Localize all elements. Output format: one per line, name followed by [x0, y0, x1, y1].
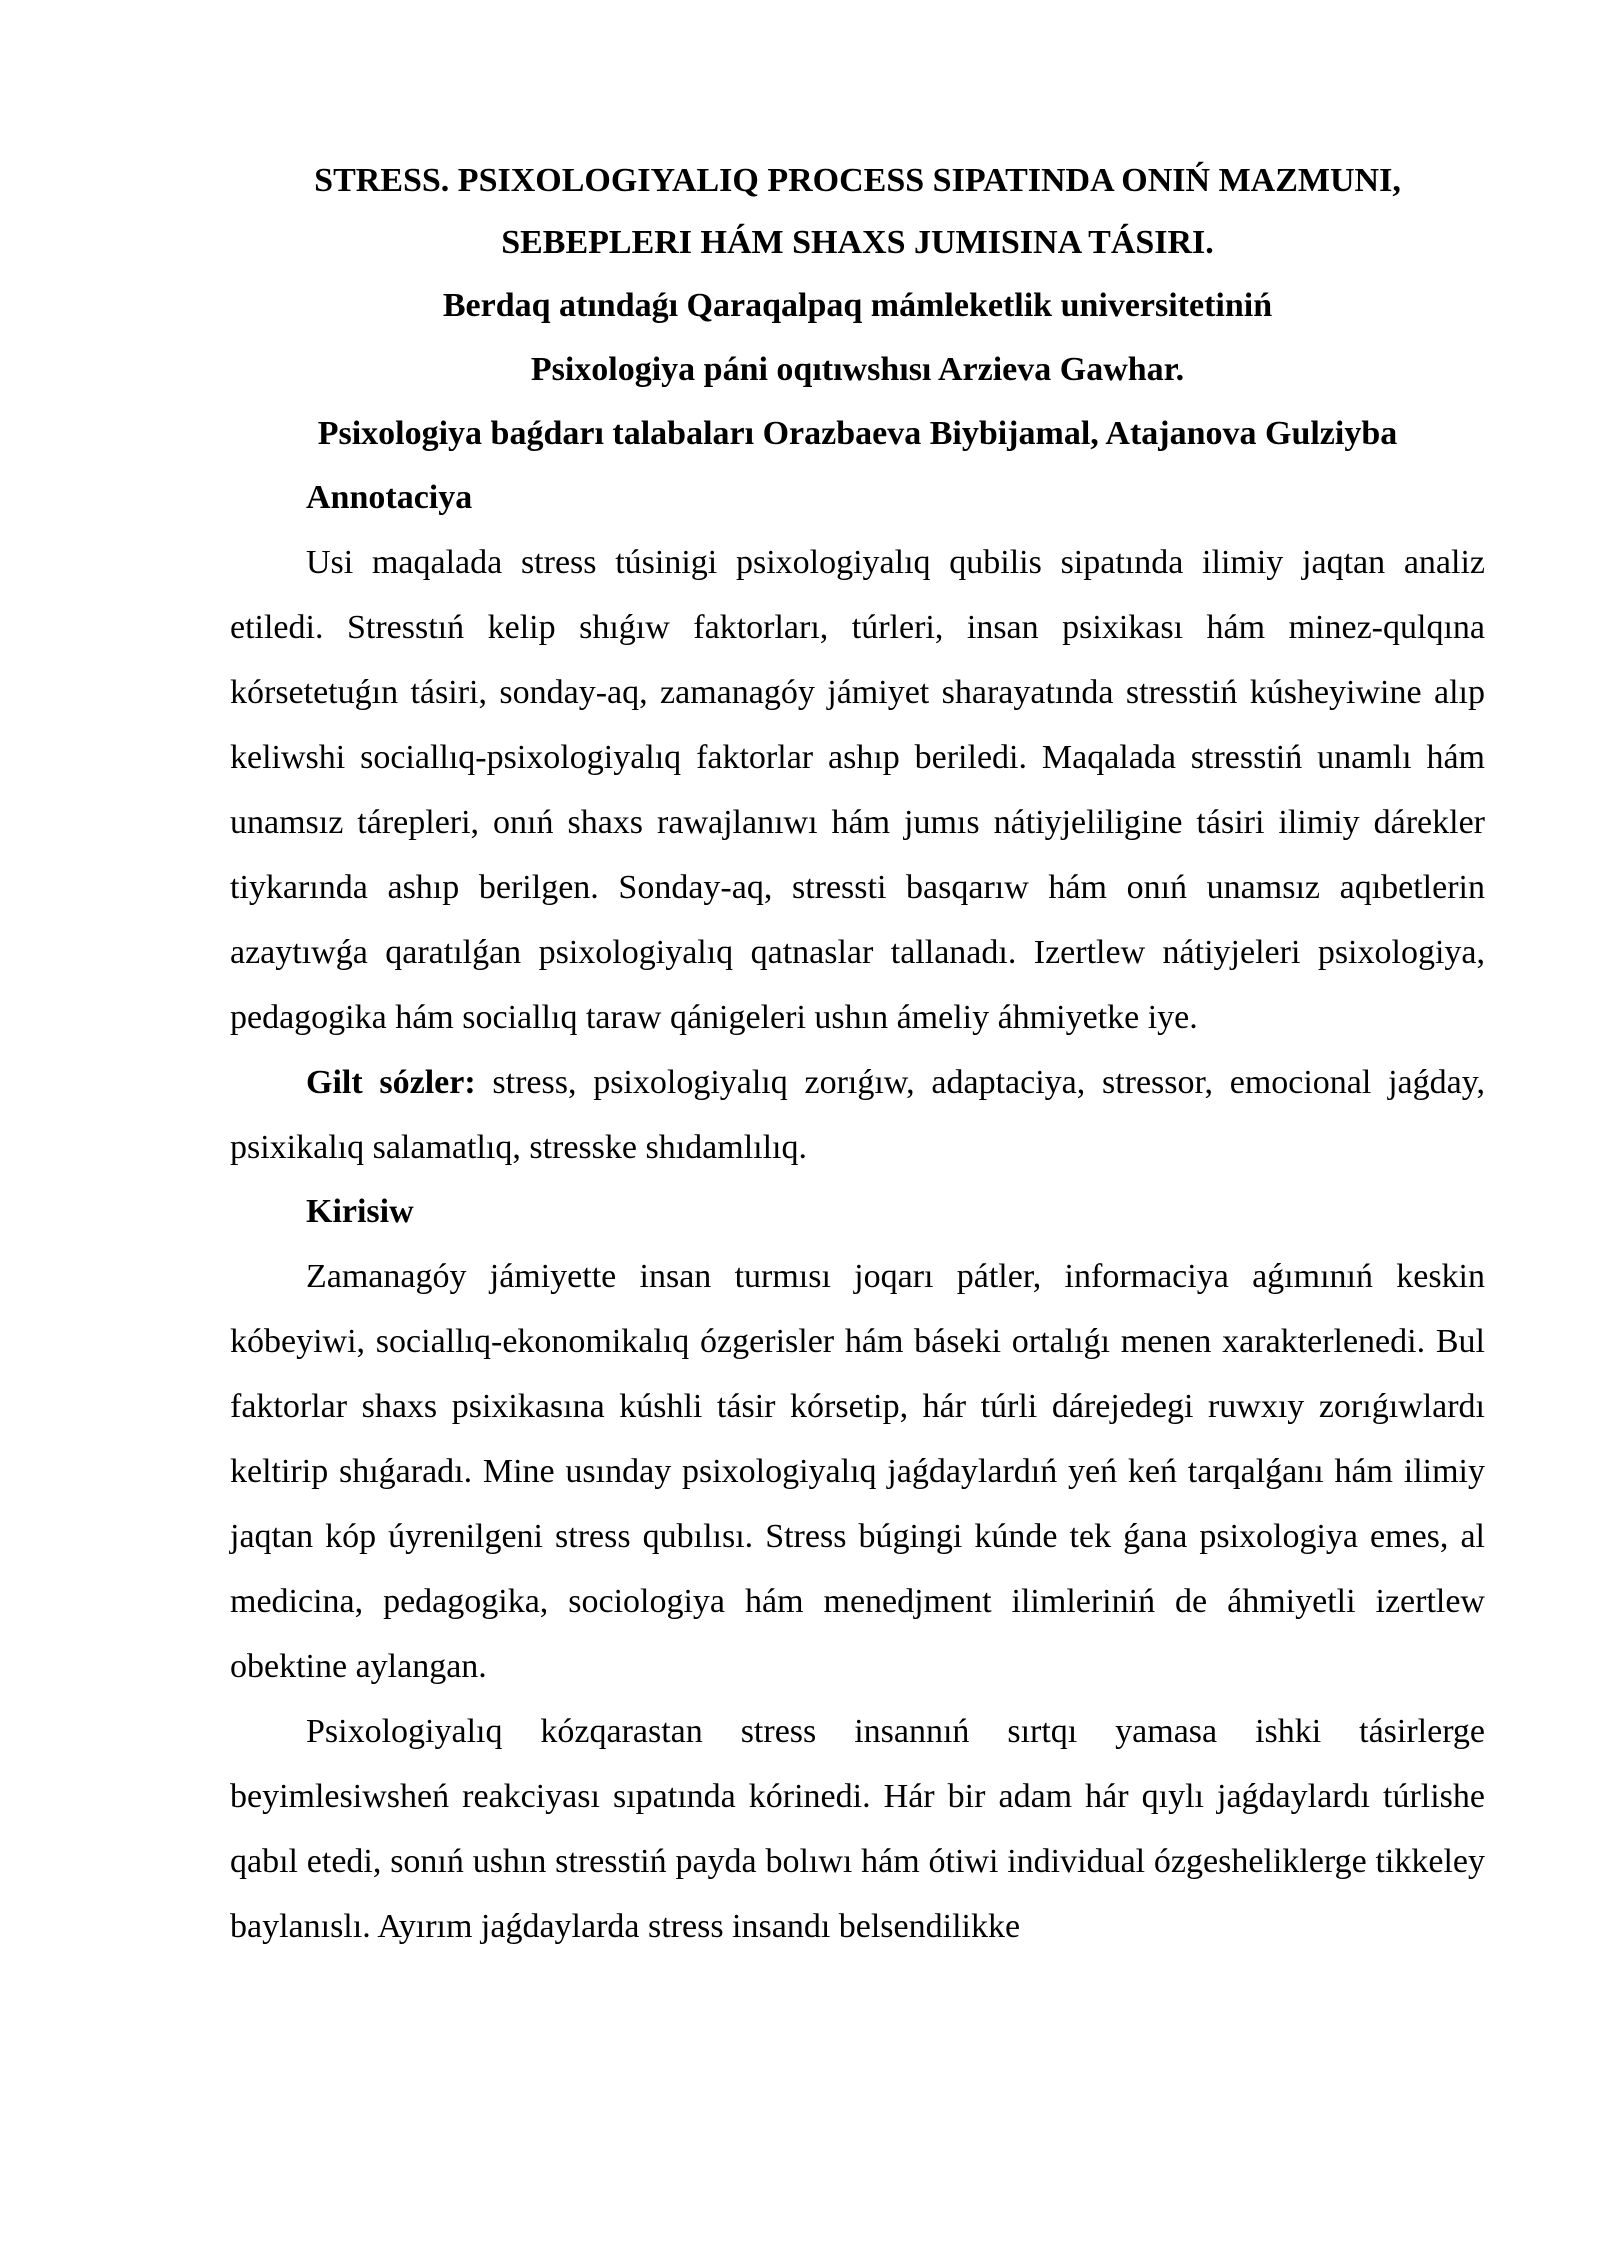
introduction-paragraph-2: Psixologiyalıq kózqarastan stress insannıń sırtqı yamasa ishki tásirlerge beyimlesiwsheń reakciyası sıpatında kórinedi. Hár bir adam hár qıylı jaǵdaylardı túrlishe qabıl etedi, sonıń ushın stresstiń payda bolıwı hám ótiwi individual ózgesheliklerge tikkeley baylanıslı. Ayırım jaǵdaylarda stress insandı belsendilikke: [230, 1713, 1485, 1945]
article-title: [230, 150, 1485, 274]
title-line-1: STRESS. PSIXOLOGIYALIQ PROCESS SIPATINDA ONIŃ MAZMUNI,: [314, 162, 1401, 199]
affiliation-students: Psixologiya baǵdarı talabaları Orazbaeva Biybijamal, Atajanova Gulziyba: [317, 415, 1398, 452]
abstract-heading: Annotaciya: [306, 479, 473, 516]
affiliation-teacher: Psixologiya páni oqıtıwshısı Arzieva Gawhar.: [530, 351, 1185, 388]
author-affiliation: [230, 274, 1485, 466]
introduction-heading: Kirisiw: [306, 1193, 414, 1230]
affiliation-university: Berdaq atındaǵı Qaraqalpaq mámleketlik universitetiniń: [442, 287, 1273, 324]
abstract-text: Usi maqalada stress túsinigi psixologiyalıq qubilis sipatında ilimiy jaqtan analiz etiledi. Stresstıń kelip shıǵıw faktorları, túrleri, insan psixikası hám minez-qulqına kórsetetuǵın tásiri, sonday-aq, zamanagóy jámiyet sharayatında stresstiń kúsheyiwine alıp keliwshi sociallıq-psixologiyalıq faktorlar ashıp beriledi. Maqalada stresstiń unamlı hám unamsız tárepleri, onıń shaxs rawajlanıwı hám jumıs nátiyjeliligine tásiri ilimiy dárekler tiykarında ashıp berilgen. Sonday-aq, stressti basqarıw hám onıń unamsız aqıbetlerin azaytıwǵa qaratılǵan psixologiyalıq qatnaslar tallanadı. Izertlew nátiyjeleri psixologiya, pedagogika hám sociallıq taraw qánigeleri ushın ámeliy áhmiyetke iye.: [230, 544, 1485, 1036]
title-line-2: SEBEPLERI HÁM SHAXS JUMISINA TÁSIRI.: [501, 224, 1214, 261]
keywords-label: Gilt sózler:: [306, 1064, 476, 1101]
introduction-paragraph-1: Zamanagóy jámiyette insan turmısı joqarı pátler, informaciya aǵımınıń keskin kóbeyiwi, sociallıq-ekonomikalıq ózgerisler hám báseki ortalıǵı menen xarakterlenedi. Bul faktorlar shaxs psixikasına kúshli tásir kórsetip, hár túrli dárejedegi ruwxıy zorıǵıwlardı keltirip shıǵaradı. Mine usınday psixologiyalıq jaǵdaylardıń yeń keń tarqalǵanı hám ilimiy jaqtan kóp úyrenilgeni stress qubılısı. Stress búgingi kúnde tek ǵana psixologiya emes, al medicina, pedagogika, sociologiya hám menedjment ilimleriniń de áhmiyetli izertlew obektine aylangan.: [230, 1258, 1485, 1685]
keywords-text: stress, psixologiyalıq zorıǵıw, adaptaciya, stressor, emocional jaǵday, psixikalıq salamatlıq, stresske shıdamlılıq.: [230, 1064, 1485, 1166]
document-page: [230, 150, 1485, 1959]
keywords-paragraph: [230, 1050, 1485, 1180]
